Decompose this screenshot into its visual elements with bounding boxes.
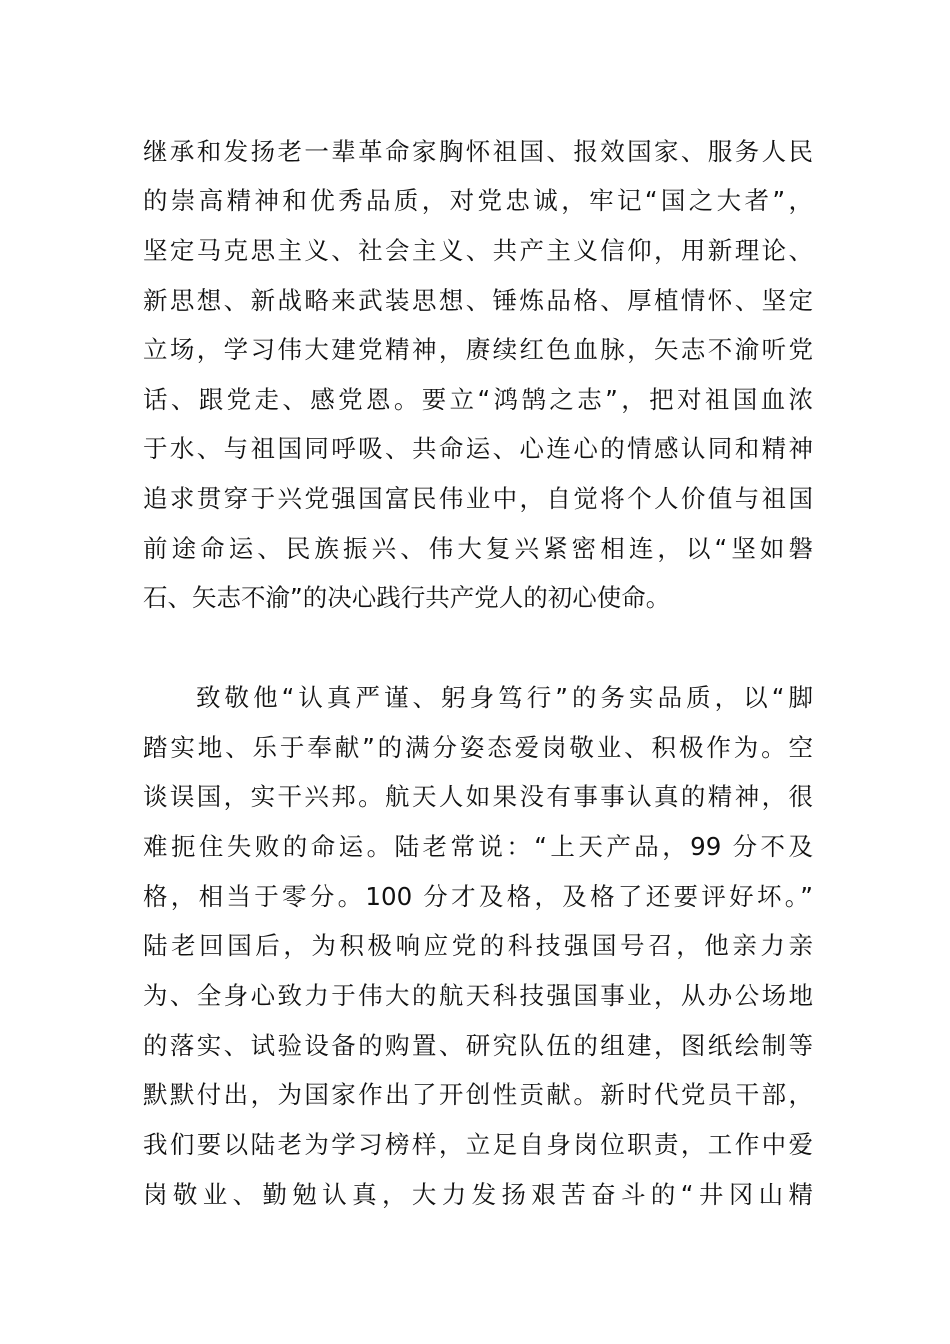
- paragraph2-line-7: 为、全身心致力于伟大的航天科技强国事业，从办公场地: [143, 981, 813, 1010]
- paragraph2-line-8: 的落实、试验设备的购置、研究队伍的组建，图纸绘制等: [143, 1031, 813, 1060]
- paragraph1-line-10: 石、矢志不渝”的决心践行共产党人的初心使命。: [143, 583, 671, 612]
- paragraph2-line-2: 踏实地、乐于奉献”的满分姿态爱岗敬业、积极作为。空: [143, 733, 813, 762]
- paragraph1-line-7: 于水、与祖国同呼吸、共命运、心连心的情感认同和精神: [143, 434, 813, 463]
- paragraph1-line-1: 继承和发扬老一辈革命家胸怀祖国、报效国家、服务人民: [143, 137, 813, 166]
- paragraph1-line-2: 的崇高精神和优秀品质，对党忠诚，牢记“国之大者”，: [143, 186, 813, 215]
- paragraph2-line-6: 陆老回国后，为积极响应党的科技强国号召，他亲力亲: [143, 931, 813, 960]
- paragraph2-line-10: 我们要以陆老为学习榜样，立足自身岗位职责，工作中爱: [143, 1130, 813, 1159]
- paragraph1-line-3: 坚定马克思主义、社会主义、共产主义信仰，用新理论、: [143, 236, 813, 265]
- paragraph2-line-9: 默默付出，为国家作出了开创性贡献。新时代党员干部，: [143, 1080, 813, 1109]
- paragraph1-line-8: 追求贯穿于兴党强国富民伟业中，自觉将个人价值与祖国: [143, 484, 813, 513]
- paragraph1-line-4: 新思想、新战略来武装思想、锤炼品格、厚植情怀、坚定: [143, 286, 813, 315]
- paragraph2-line-11: 岗敬业、勤勉认真，大力发扬艰苦奋斗的“井冈山精: [143, 1180, 813, 1209]
- paragraph1-line-9: 前途命运、民族振兴、伟大复兴紧密相连，以“坚如磐: [143, 534, 813, 563]
- paragraph2-line-4: 难扼住失败的命运。陆老常说：“上天产品，99 分不及: [143, 832, 813, 861]
- paragraph2-line-3: 谈误国，实干兴邦。航天人如果没有事事认真的精神，很: [143, 782, 813, 811]
- paragraph1-line-5: 立场，学习伟大建党精神，赓续红色血脉，矢志不渝听党: [143, 335, 813, 364]
- paragraph1-line-6: 话、跟党走、感党恩。要立“鸿鹄之志”，把对祖国血浓: [143, 385, 813, 414]
- paragraph2-line-5: 格，相当于零分。100 分才及格，及格了还要评好坏。”: [143, 882, 813, 911]
- paragraph2-line-1: 致敬他“认真严谨、躬身笃行”的务实品质，以“脚: [196, 683, 813, 712]
